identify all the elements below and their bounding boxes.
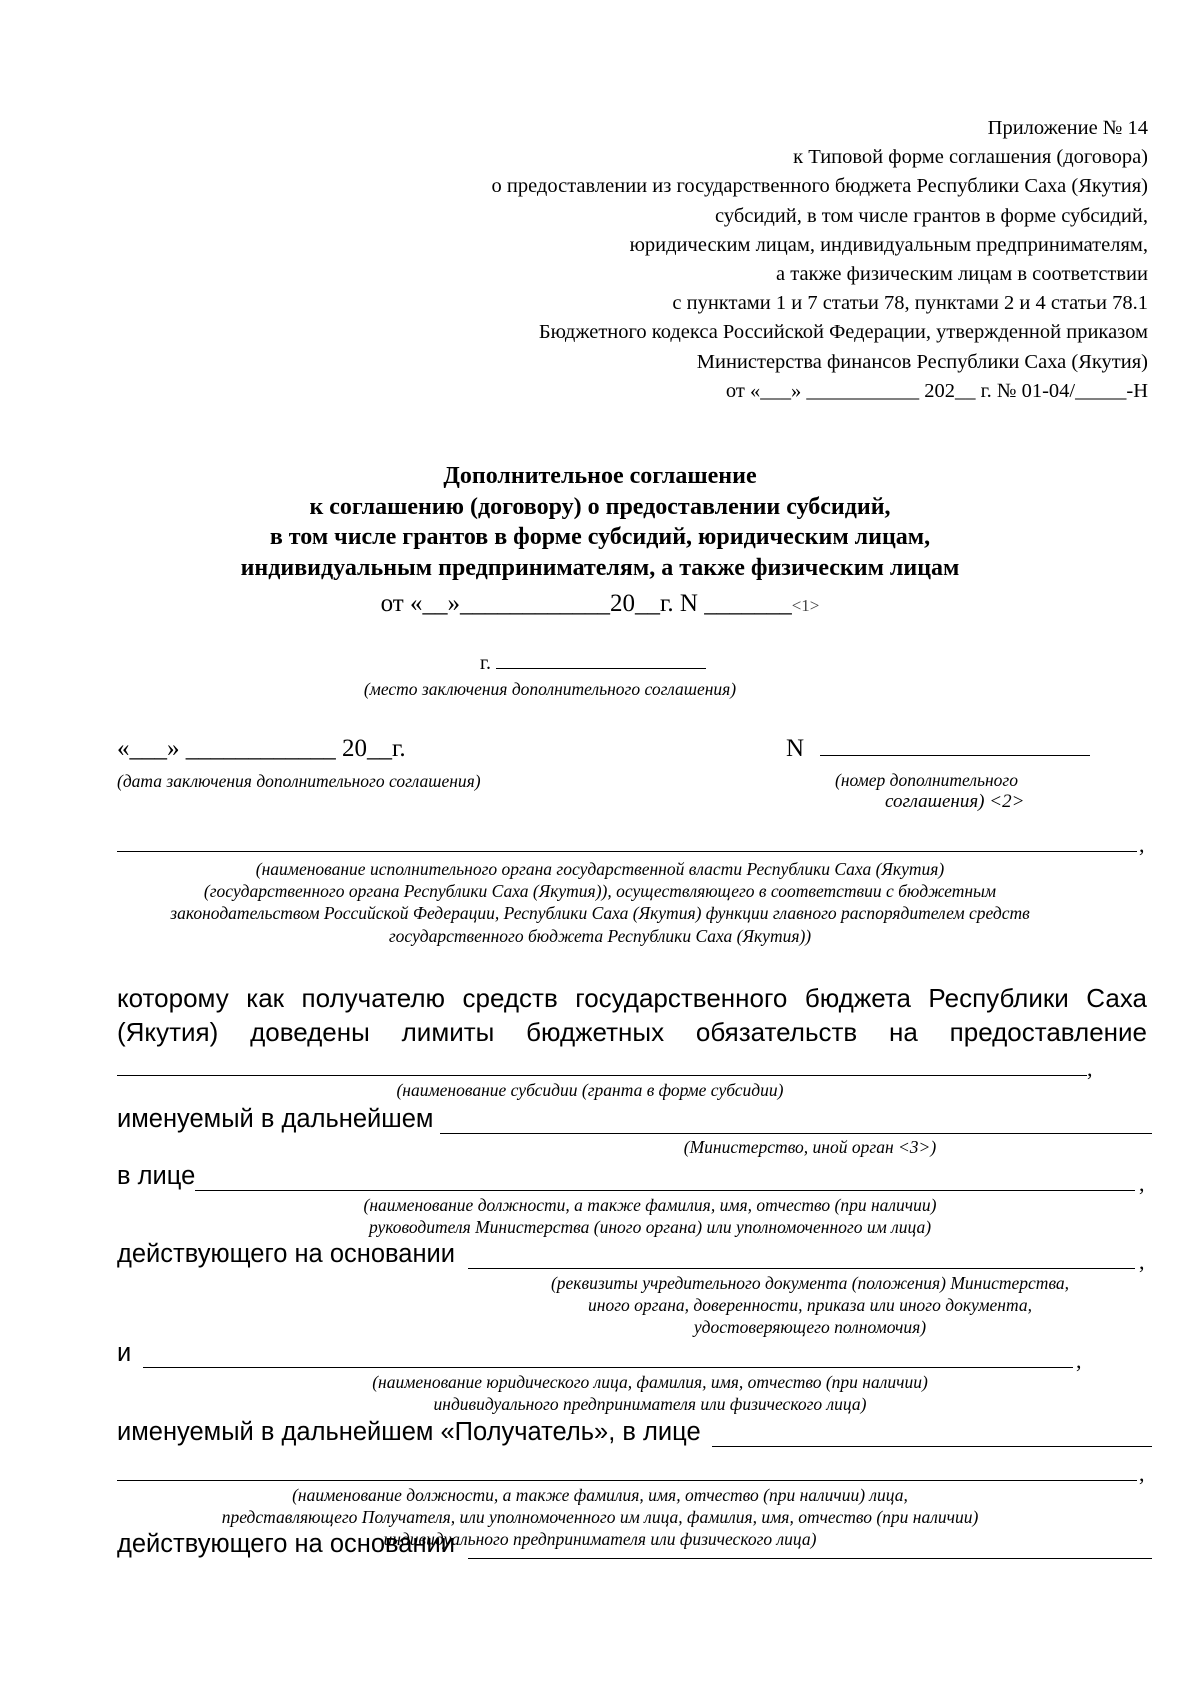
number-blank[interactable] xyxy=(820,735,1090,756)
recipient-caption xyxy=(250,1371,1050,1415)
number-prefix: N xyxy=(786,735,805,762)
person-blank[interactable] xyxy=(195,1190,1135,1191)
ministry-caption: (Министерство, иной орган <3>) xyxy=(683,1137,937,1157)
organ-blank[interactable] xyxy=(117,851,1137,852)
title-line: индивидуальным предпринимателям, а также физическим лицам xyxy=(240,554,960,581)
title-date-line xyxy=(0,589,1200,621)
person-label: в лице xyxy=(117,1162,196,1190)
rep-comma: , xyxy=(1139,1461,1145,1486)
appendix-line: от «___» ___________ 202__ г. № 01-04/_____-Н xyxy=(725,379,1148,402)
recipient-caption-line: (наименование юридического лица, фамилия, имя, отчество (при наличии) xyxy=(372,1372,928,1392)
ministry-blank[interactable] xyxy=(440,1133,1152,1134)
appendix-line: о предоставлении из государственного бюджета Республики Саха (Якутия) xyxy=(491,175,1148,198)
place-prefix: г. xyxy=(480,652,491,674)
named-label: именуемый в дальнейшем xyxy=(117,1105,434,1133)
subsidy-comma: , xyxy=(1087,1056,1093,1081)
basis-caption-line: удостоверяющего полномочия) xyxy=(693,1317,927,1338)
number-field[interactable] xyxy=(786,735,1090,763)
recipient-rep-blank[interactable] xyxy=(712,1446,1152,1447)
basis-caption xyxy=(470,1272,1150,1339)
named-row xyxy=(117,1105,433,1134)
and-label: и xyxy=(117,1339,132,1367)
person-caption-line: (наименование должности, а также фамилия, имя, отчество (при наличии) xyxy=(363,1195,937,1215)
organ-caption-line: государственного бюджета Республики Саха (Якутия)) xyxy=(388,925,812,946)
basis-label-2: действующего на основании xyxy=(117,1530,456,1558)
person-caption xyxy=(250,1194,1050,1238)
person-row xyxy=(117,1162,195,1191)
appendix-line: Министерства финансов Республики Саха (Якутия) xyxy=(696,350,1148,373)
body-paragraph: которому как получателю средств государственного бюджета Республики Саха (Якутия) доведены лимиты бюджетных обязательств на предоставление xyxy=(117,983,1147,1047)
recipient-blank[interactable] xyxy=(143,1367,1073,1368)
document-title xyxy=(150,461,1050,583)
date-caption: (дата заключения дополнительного соглашения) xyxy=(117,771,481,791)
rep-caption-line: представляющего Получателя, или уполномоченного им лица, фамилия, имя, отчество (при наличии) xyxy=(221,1507,979,1528)
appendix-line: Приложение № 14 xyxy=(987,117,1148,139)
recipient-comma: , xyxy=(1076,1348,1082,1373)
basis-blank[interactable] xyxy=(468,1268,1135,1269)
rep-blank[interactable] xyxy=(117,1480,1137,1481)
subsidy-blank[interactable] xyxy=(117,1075,1087,1076)
appendix-line: к Типовой форме соглашения (договора) xyxy=(793,146,1148,169)
rep-caption-line: индивидуального предпринимателя или физического лица) xyxy=(383,1529,817,1550)
person-caption-line: руководителя Министерства (иного органа) или уполномоченного им лица) xyxy=(368,1217,932,1238)
place-caption: (место заключения дополнительного соглашения) xyxy=(363,679,737,699)
basis-caption-line: (реквизиты учредительного документа (положения) Министерства, xyxy=(550,1273,1070,1293)
basis-label: действующего на основании xyxy=(117,1240,456,1268)
title-line: в том числе грантов в форме субсидий, юридическим лицам, xyxy=(269,524,931,550)
appendix-line: юридическим лицам, индивидуальным предпринимателям, xyxy=(629,233,1148,256)
title-date-text: от «__»____________20__г. N _______ xyxy=(380,590,792,617)
place-field[interactable] xyxy=(480,652,706,675)
recipient-caption-line: индивидуального предпринимателя или физического лица) xyxy=(433,1394,867,1415)
organ-caption-line: (государственного органа Республики Саха (Якутия)), осуществляющего в соответствии с бюджетным xyxy=(203,881,997,902)
appendix-header xyxy=(248,114,1148,406)
appendix-line: с пунктами 1 и 7 статьи 78, пунктами 2 и 4 статьи 78.1 xyxy=(672,292,1148,315)
title-line: Дополнительное соглашение xyxy=(443,463,757,489)
number-caption-1: (номер дополнительного xyxy=(835,770,1018,790)
rep-caption-line: (наименование должности, а также фамилия, имя, отчество (при наличии) лица, xyxy=(292,1485,908,1505)
basis-row-2 xyxy=(117,1530,455,1559)
organ-comma: , xyxy=(1139,832,1145,857)
organ-caption-line: законодательством Российской Федерации, Республики Саха (Якутия) функции главного распорядителем средств xyxy=(170,903,1030,924)
number-caption-2: соглашения) <2> xyxy=(885,791,1025,812)
title-line: к соглашению (договору) о предоставлении субсидий, xyxy=(309,493,891,520)
basis-row xyxy=(117,1240,455,1269)
basis-comma: , xyxy=(1139,1249,1145,1274)
organ-caption xyxy=(100,858,1100,947)
basis-blank-2[interactable] xyxy=(468,1558,1152,1559)
appendix-line: субсидий, в том числе грантов в форме субсидий, xyxy=(715,204,1148,227)
organ-caption-line: (наименование исполнительного органа государственной власти Республики Саха (Якутия) xyxy=(255,859,945,879)
recipient-label: именуемый в дальнейшем «Получатель», в лице xyxy=(117,1418,701,1446)
footnote-marker: <1> xyxy=(791,596,820,615)
place-blank[interactable] xyxy=(496,652,706,669)
appendix-line: Бюджетного кодекса Российской Федерации, утвержденной приказом xyxy=(538,321,1148,344)
basis-caption-line: иного органа, доверенности, приказа или иного документа, xyxy=(588,1295,1032,1316)
recipient-row xyxy=(117,1418,701,1447)
and-row xyxy=(117,1339,131,1368)
appendix-line: а также физическим лицам в соответствии xyxy=(776,263,1148,286)
date-field[interactable]: «___» ____________ 20__г. xyxy=(117,735,406,762)
person-comma: , xyxy=(1139,1171,1145,1196)
subsidy-caption: (наименование субсидии (гранта в форме субсидии) xyxy=(396,1080,784,1100)
